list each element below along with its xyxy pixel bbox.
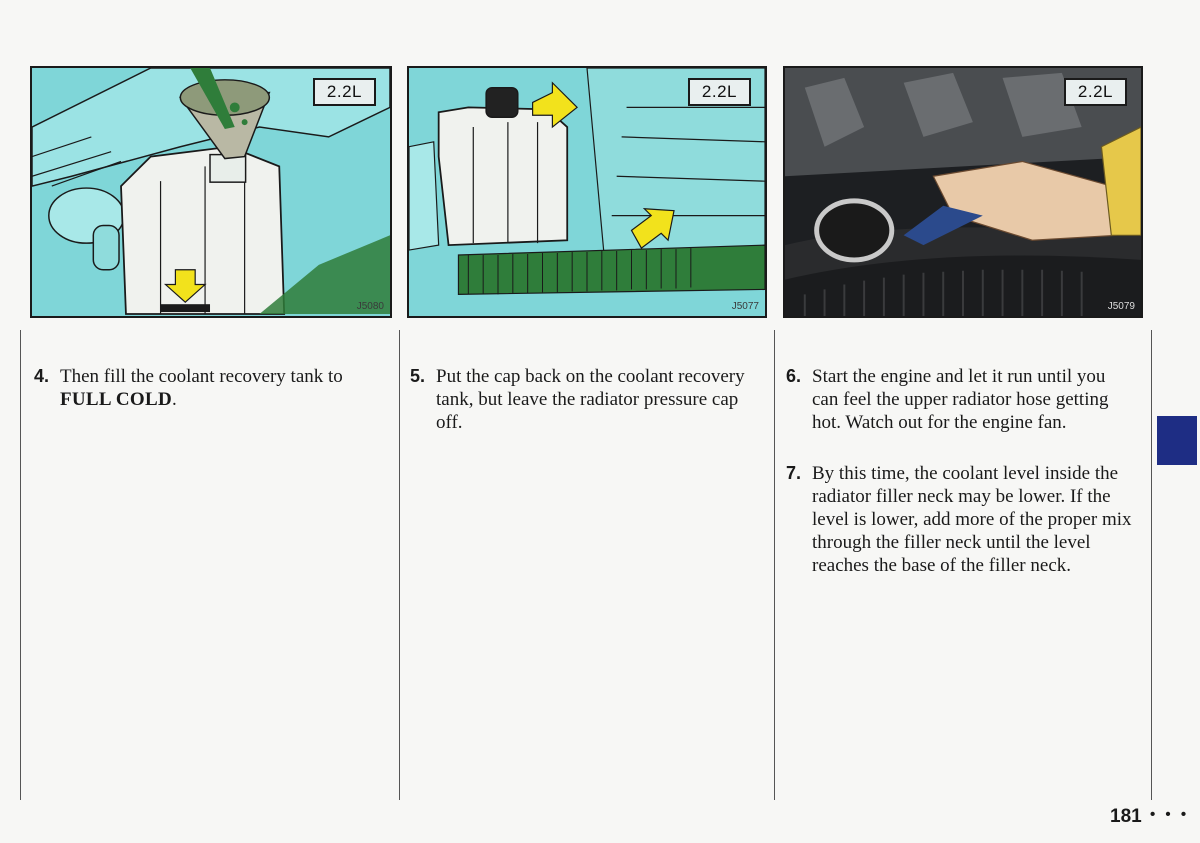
figure-fill-recovery-tank [30,66,392,318]
step-5 [410,365,755,434]
engine-badge: 2.2L [313,78,376,106]
step-number: 7. [786,463,802,483]
engine-badge: 2.2L [688,78,751,106]
column-divider-2 [774,330,775,800]
step-text: Put the cap back on the coolant recovery tank, but leave the radiator pressure cap off. [436,366,745,433]
full-cold-emphasis: FULL COLD [60,389,172,410]
column-divider-right [1151,330,1152,800]
figure-code: J5077 [731,301,759,312]
step-7 [786,462,1136,577]
page-number: 181 [1110,806,1142,827]
figure-cap-on-tank [407,66,767,318]
step-suffix: . [171,389,177,410]
step-text: By this time, the coolant level inside the radiator filler neck may be lower. If the level is lower, add more of the proper mix through the filler neck until the level reaches the base of the filler neck. [812,463,1132,576]
figure-feel-radiator-hose [783,66,1143,318]
step-text: Start the engine and let it run until you can feel the upper radiator hose getting hot. Watch out for the engine fan. [812,366,1109,433]
step-6 [786,365,1136,434]
column-divider-1 [399,330,400,800]
figure-code: J5080 [356,301,384,312]
step-text: Then fill the coolant recovery tank to [60,366,343,387]
figure-code: J5079 [1107,301,1135,312]
step-number: 5. [410,366,426,386]
step-4 [34,365,386,411]
column-divider-left [20,330,21,800]
engine-badge: 2.2L [1064,78,1127,106]
step-number: 6. [786,366,802,386]
section-tab-marker [1157,416,1197,465]
step-number: 4. [34,366,50,386]
continuation-dots: • • • [1150,806,1190,823]
